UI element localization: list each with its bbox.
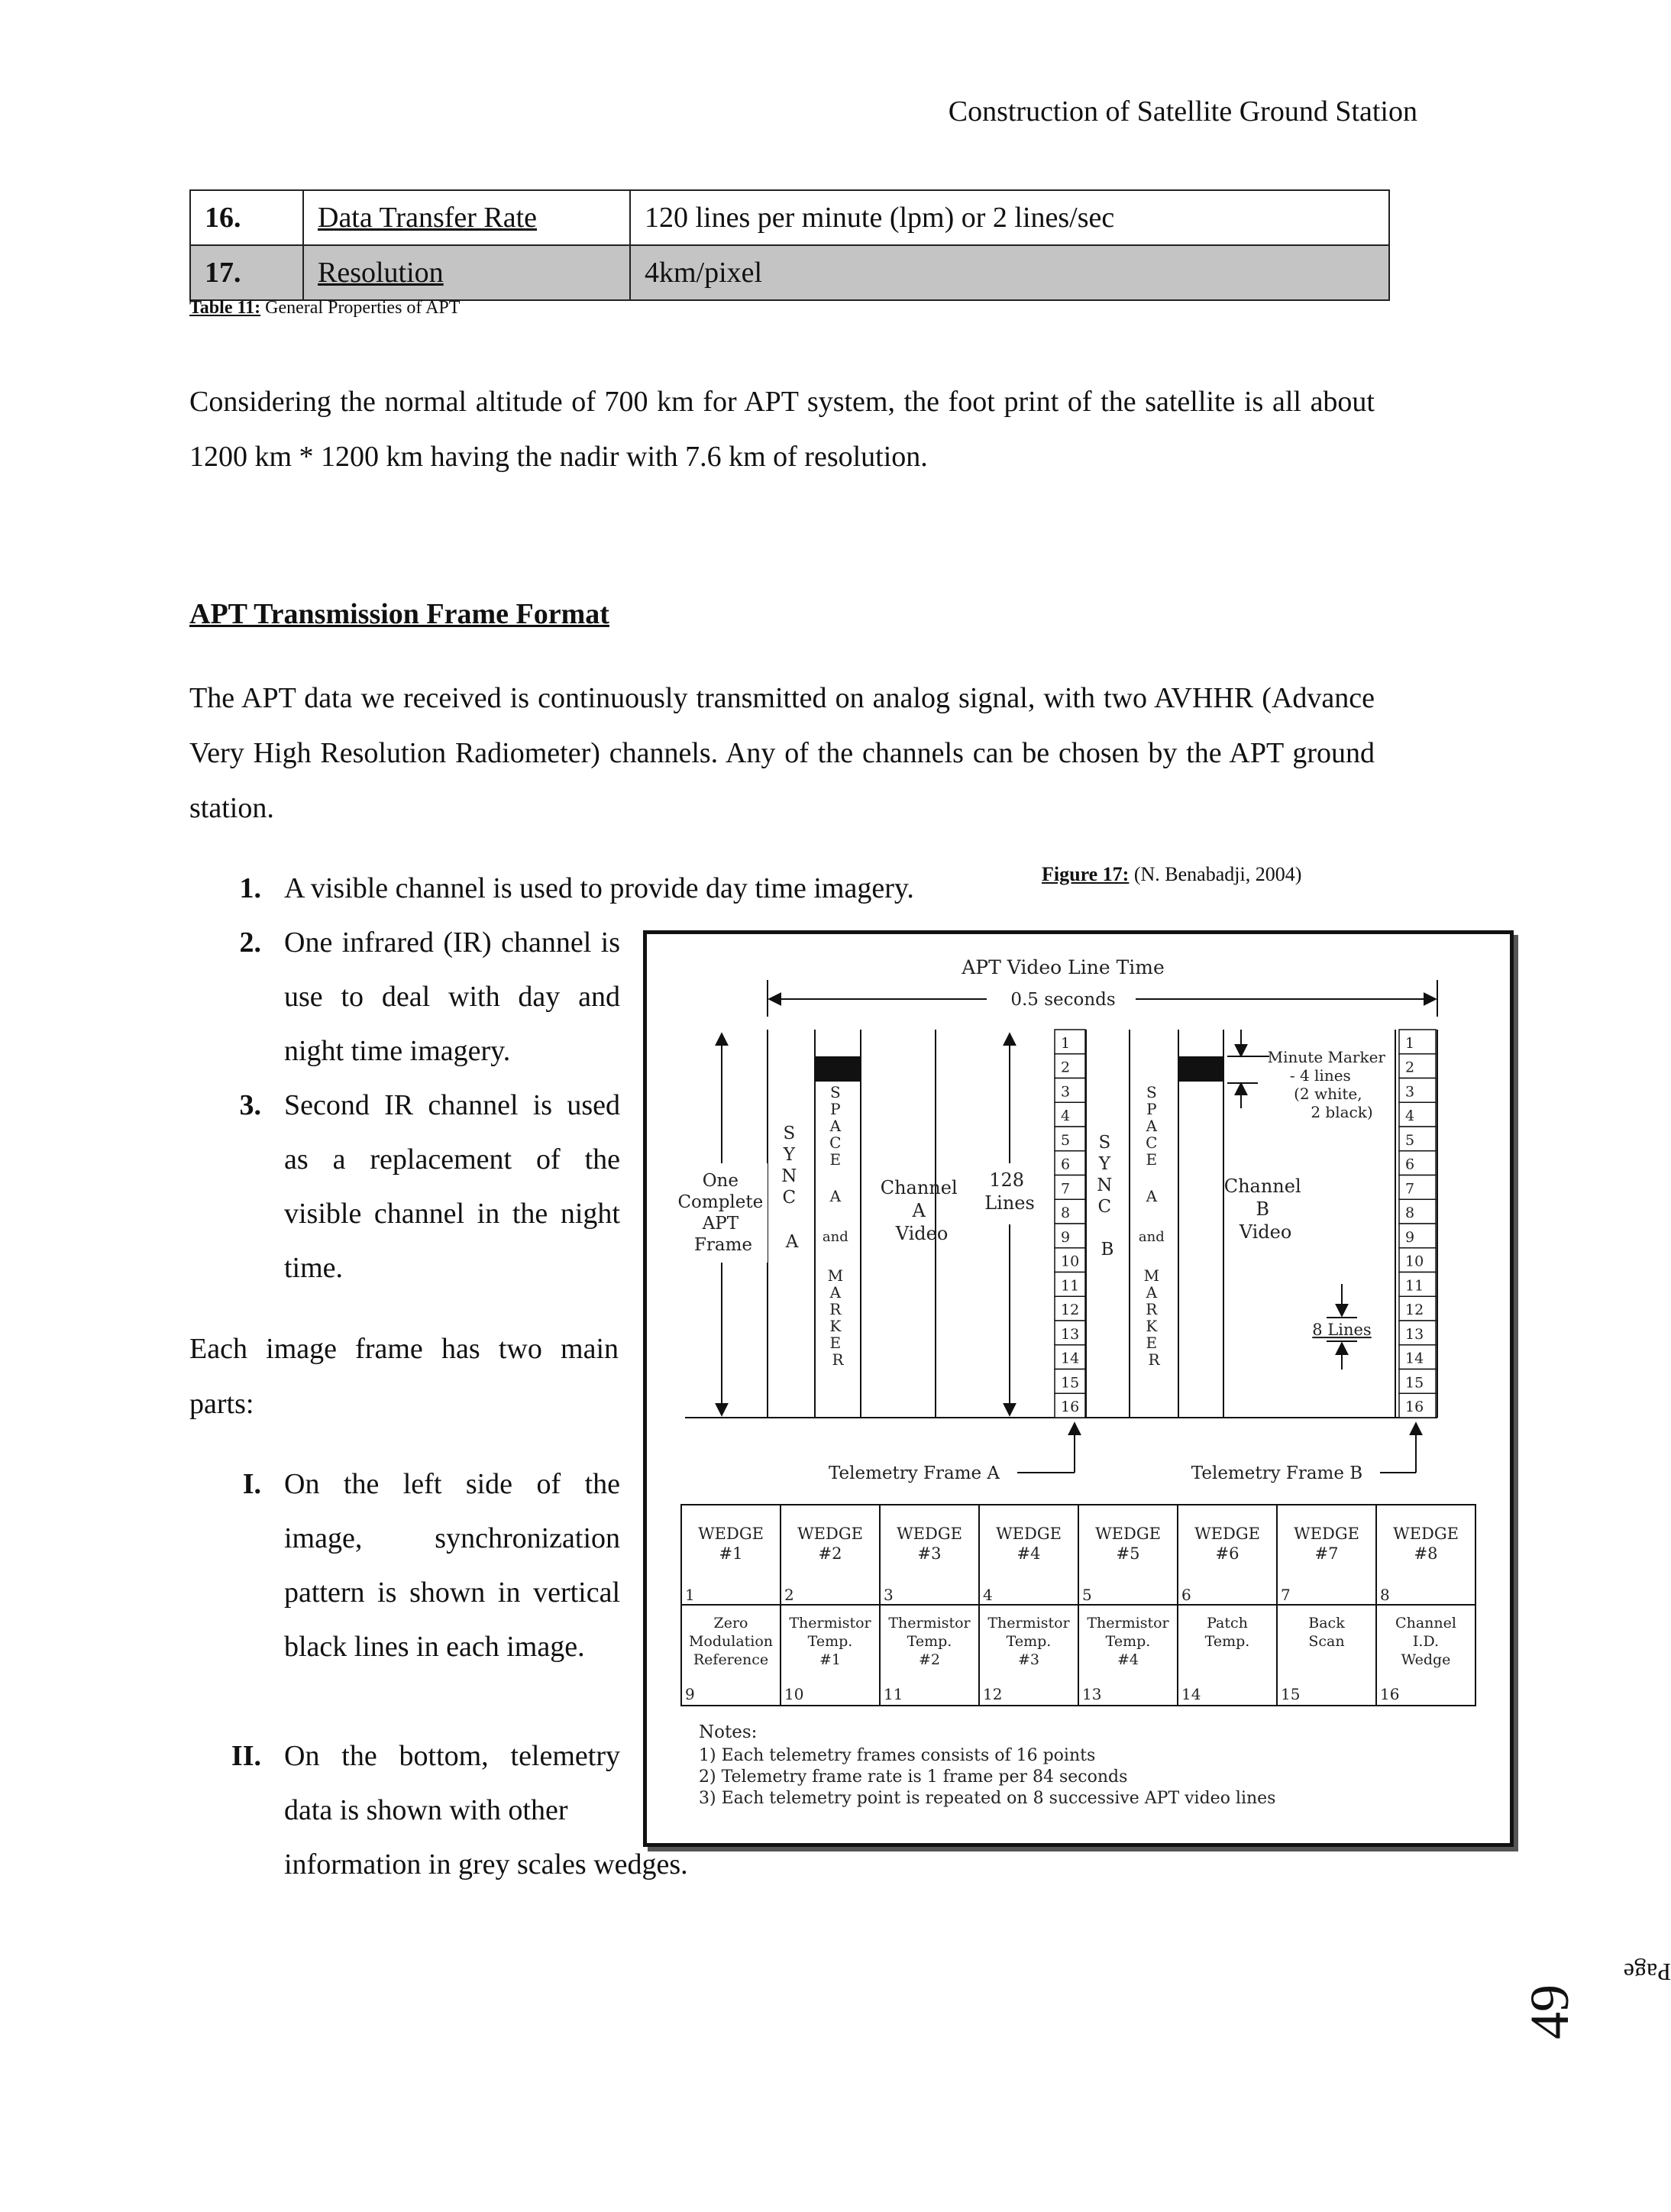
sync-a-label: S Y N C A (781, 1124, 799, 1252)
page-number-value: 49 (1519, 1984, 1580, 2039)
telemetry-number: 1 (1061, 1034, 1071, 1052)
telemetry-number: 16 (1405, 1399, 1424, 1415)
line-time-title: APT Video Line Time (962, 956, 1165, 978)
page-number (1465, 1887, 1671, 2039)
table-row (190, 190, 1389, 245)
telemetry-number: 14 (1405, 1350, 1424, 1367)
wedge-description: Temp. (1204, 1633, 1250, 1650)
telemetry-number: 9 (1405, 1228, 1415, 1246)
wedge-top-number: 4 (983, 1586, 993, 1604)
wedge-bottom-number: 10 (784, 1685, 804, 1703)
telemetry-b-label: Telemetry Frame B (1191, 1463, 1363, 1483)
table-row (190, 245, 1389, 300)
telemetry-number: 2 (1061, 1059, 1071, 1076)
wedge-name: WEDGE (897, 1525, 962, 1543)
minute-marker-block (1179, 1056, 1223, 1082)
lines-128-label: 128 Lines (984, 1169, 1035, 1214)
wedge-name: WEDGE (1393, 1525, 1459, 1543)
figure-caption-text: (N. Benabadji, 2004) (1129, 863, 1302, 885)
wedge-top-number: 7 (1281, 1586, 1291, 1604)
notes-title: Notes: (699, 1722, 758, 1742)
wedge-name: WEDGE (1194, 1525, 1260, 1543)
wedge-description: #3 (1017, 1651, 1040, 1668)
intro-paragraph: The APT data we received is continuously transmitted on analog signal, with two AVHHR (Advance Very High Resolution Radiometer) channels. Any of the channels can be chosen by the APT ground station. (189, 682, 1375, 824)
list-item (0, 916, 626, 1084)
wedge-name: #2 (818, 1544, 842, 1563)
wedge-bottom-number: 13 (1082, 1685, 1102, 1703)
wedge-bottom-number: 11 (884, 1685, 903, 1703)
wedge-bottom-number: 14 (1181, 1685, 1201, 1703)
wedge-description: #2 (918, 1651, 941, 1668)
list-number: 3. (239, 1089, 261, 1121)
note-line: 3) Each telemetry point is repeated on 8 successive APT video lines (699, 1789, 1276, 1808)
wedge-description: Zero (713, 1615, 748, 1632)
wedge-top-number: 1 (685, 1586, 695, 1604)
table-caption-text: General Properties of APT (260, 298, 461, 318)
wedge-description: Thermistor (987, 1615, 1070, 1632)
wedge-description: Thermistor (888, 1615, 971, 1632)
wedge-name: WEDGE (1294, 1525, 1359, 1543)
wedge-name: #6 (1215, 1544, 1240, 1563)
wedge-description: I.D. (1412, 1633, 1440, 1650)
telemetry-number: 15 (1405, 1374, 1424, 1392)
wedge-name: #7 (1314, 1544, 1339, 1563)
wedge-bottom-number: 12 (983, 1685, 1003, 1703)
wedge-description: Temp. (1105, 1633, 1151, 1650)
minute-marker-label: Minute Marker - 4 lines (2 white, 2 black) (1267, 1048, 1385, 1121)
wedge-description: Thermistor (1087, 1615, 1169, 1632)
list-number: 1. (239, 872, 261, 904)
list-text: On the bottom, telemetry data is shown with other (284, 1740, 620, 1826)
telemetry-number: 8 (1405, 1205, 1415, 1221)
wedge-description: Channel (1395, 1615, 1456, 1632)
wedge-bottom-number: 15 (1281, 1685, 1301, 1703)
properties-table (189, 189, 1390, 301)
telemetry-number: 8 (1061, 1205, 1071, 1221)
line-time-value: 0.5 seconds (1010, 990, 1116, 1010)
telemetry-number: 3 (1405, 1083, 1415, 1101)
wedge-name: #3 (917, 1544, 942, 1563)
note-line: 1) Each telemetry frames consists of 16 points (699, 1746, 1096, 1765)
channel-b-label: Channel B Video (1223, 1176, 1301, 1243)
wedge-description: Wedge (1401, 1651, 1451, 1668)
minute-marker-block (816, 1056, 860, 1082)
list-number: I. (242, 1468, 261, 1500)
list-text: information in grey scales wedges. (284, 1848, 688, 1881)
telemetry-column-b (1399, 1030, 1436, 1418)
property-value: 120 lines per minute (lpm) or 2 lines/sec (630, 190, 1389, 245)
telemetry-number: 13 (1061, 1325, 1080, 1343)
wedge-description: Patch (1207, 1615, 1248, 1632)
telemetry-number: 16 (1061, 1399, 1080, 1415)
list-number: 2. (239, 927, 261, 959)
row-number: 17. (190, 245, 303, 300)
telemetry-number: 14 (1061, 1350, 1080, 1367)
wedge-table (681, 1505, 1475, 1706)
wedge-name: WEDGE (797, 1525, 863, 1543)
telemetry-number: 12 (1061, 1302, 1080, 1318)
apt-frame-figure (643, 930, 1514, 1847)
list-text: On the left side of the image, synchronization pattern is shown in vertical black lines in each image. (284, 1468, 620, 1663)
figure-caption-label: Figure 17: (1042, 863, 1130, 885)
telemetry-number: 15 (1061, 1374, 1080, 1392)
channel-a-label: Channel A Video (880, 1177, 958, 1244)
property-value: 4km/pixel (630, 245, 1389, 300)
wedge-top-number: 6 (1181, 1586, 1191, 1604)
wedge-description: Scan (1308, 1633, 1345, 1650)
section-title: APT Transmission Frame Format (189, 598, 609, 630)
sync-b-label: S Y N C B (1097, 1133, 1114, 1260)
apt-frame-diagram (647, 934, 1510, 1843)
telemetry-number: 13 (1405, 1325, 1424, 1343)
telemetry-number: 3 (1061, 1083, 1071, 1101)
telemetry-number: 9 (1061, 1228, 1071, 1246)
wedge-description: Temp. (1006, 1633, 1052, 1650)
running-header: Construction of Satellite Ground Station (948, 95, 1417, 128)
page-label: Page (1623, 1958, 1671, 1986)
telemetry-number: 2 (1405, 1059, 1415, 1076)
wedge-description: Back (1308, 1615, 1345, 1632)
wedge-name: #5 (1116, 1544, 1140, 1563)
eight-lines-label: 8 Lines (1312, 1321, 1372, 1339)
telemetry-number: 7 (1061, 1180, 1071, 1198)
wedge-description: Thermistor (789, 1615, 871, 1632)
wedge-name: #8 (1414, 1544, 1438, 1563)
list-item (0, 1457, 626, 1679)
wedge-description: Temp. (807, 1633, 853, 1650)
telemetry-a-label: Telemetry Frame A (828, 1463, 1000, 1483)
telemetry-number: 11 (1061, 1277, 1080, 1295)
row-number: 16. (190, 190, 303, 245)
wedge-top-number: 5 (1082, 1586, 1092, 1604)
wedge-description: #4 (1117, 1651, 1139, 1668)
table-caption-label: Table 11: (189, 298, 261, 318)
list-item (0, 1079, 626, 1300)
wedge-bottom-number: 9 (685, 1685, 695, 1703)
telemetry-number: 4 (1061, 1108, 1071, 1124)
property-name: Resolution (303, 245, 630, 300)
wedge-description: Temp. (907, 1633, 952, 1650)
wedge-bottom-number: 16 (1380, 1685, 1400, 1703)
wedge-description: Reference (693, 1651, 769, 1668)
frame-label: One Complete APT Frame (677, 1171, 764, 1255)
list-item (0, 862, 993, 923)
figure-caption (1042, 863, 1301, 886)
wedge-name: WEDGE (1095, 1525, 1161, 1543)
wedge-top-number: 8 (1380, 1586, 1390, 1604)
space-b-marker-label: S P A C E A and M A R K E R (1138, 1083, 1165, 1369)
telemetry-number: 12 (1405, 1302, 1424, 1318)
telemetry-column-a (1055, 1030, 1085, 1418)
telemetry-number: 11 (1405, 1277, 1424, 1295)
wedge-description: #1 (819, 1651, 842, 1668)
wedge-top-number: 3 (884, 1586, 894, 1604)
wedge-name: WEDGE (698, 1525, 764, 1543)
space-a-marker-label: S P A C E A and M A R K E R (822, 1083, 848, 1369)
note-line: 2) Telemetry frame rate is 1 frame per 84 seconds (699, 1767, 1128, 1787)
wedge-top-number: 2 (784, 1586, 794, 1604)
wedge-name: WEDGE (996, 1525, 1062, 1543)
list-text: A visible channel is used to provide day time imagery. (284, 872, 914, 904)
wedge-description: Modulation (688, 1633, 774, 1650)
wedge-name: #1 (719, 1544, 743, 1563)
telemetry-number: 1 (1405, 1034, 1415, 1052)
list-number: II. (231, 1740, 261, 1772)
telemetry-number: 6 (1405, 1156, 1415, 1173)
table-caption (189, 298, 460, 319)
property-name: Data Transfer Rate (303, 190, 630, 245)
telemetry-number: 5 (1061, 1131, 1071, 1149)
telemetry-number: 10 (1405, 1253, 1424, 1270)
list-text: One infrared (IR) channel is use to deal with day and night time imagery. (284, 927, 620, 1067)
footprint-paragraph: Considering the normal altitude of 700 km for APT system, the foot print of the satellite is all about 1200 km * 1200 km having the nadir with 7.6 km of resolution. (189, 386, 1375, 473)
telemetry-number: 4 (1405, 1108, 1415, 1124)
telemetry-number: 6 (1061, 1156, 1071, 1173)
parts-paragraph: Each image frame has two main parts: (189, 1333, 619, 1420)
list-text: Second IR channel is used as a replacement of the visible channel in the night time. (284, 1089, 620, 1284)
telemetry-number: 10 (1061, 1253, 1080, 1270)
telemetry-number: 7 (1405, 1180, 1415, 1198)
wedge-name: #4 (1016, 1544, 1041, 1563)
telemetry-number: 5 (1405, 1131, 1415, 1149)
